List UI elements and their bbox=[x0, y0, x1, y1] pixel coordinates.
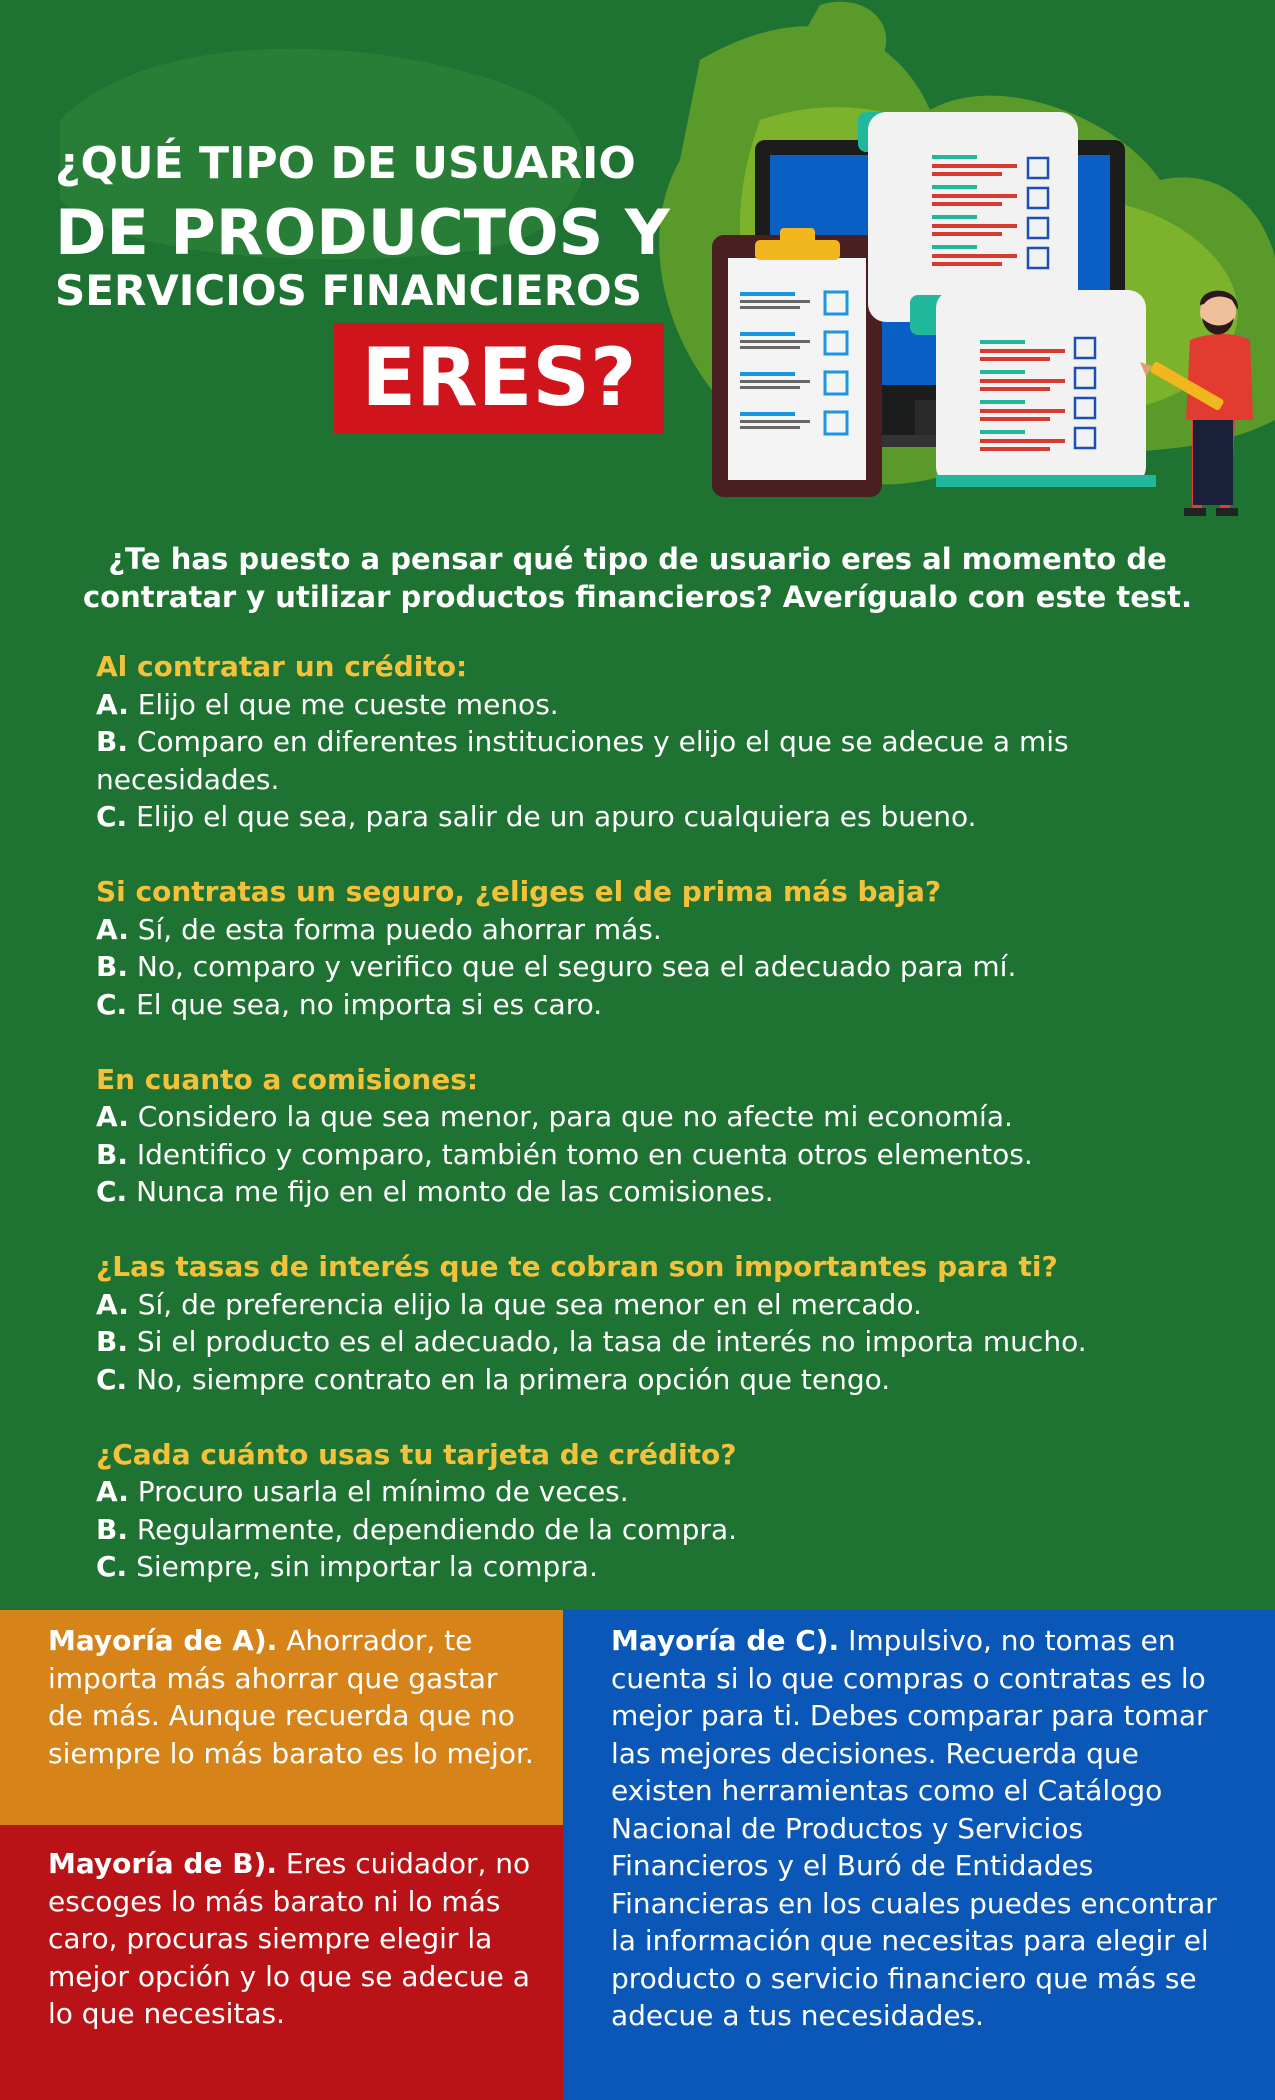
question bbox=[96, 1248, 1206, 1398]
result-text: Eres cuidador, no escoges lo más barato ni lo más caro, procuras siempre elegir la mejor opción y lo que se adecue a lo que necesitas. bbox=[48, 1847, 531, 2030]
header bbox=[0, 0, 1275, 520]
option-letter: B. bbox=[96, 950, 128, 983]
title-line-2: DE PRODUCTOS Y bbox=[55, 196, 670, 269]
answer-option bbox=[96, 948, 1206, 986]
answer-option bbox=[96, 1098, 1206, 1136]
answer-option bbox=[96, 986, 1206, 1024]
option-text: No, comparo y verifico que el seguro sea el adecuado para mí. bbox=[136, 950, 1017, 983]
question-title: En cuanto a comisiones: bbox=[96, 1062, 479, 1096]
result-label: Mayoría de C). bbox=[611, 1624, 840, 1657]
answer-option bbox=[96, 1323, 1206, 1361]
answer-option bbox=[96, 723, 1206, 798]
title-highlight: ERES? bbox=[361, 331, 637, 424]
question-title: ¿Las tasas de interés que te cobran son importantes para ti? bbox=[96, 1250, 1058, 1283]
question-title: ¿Cada cuánto usas tu tarjeta de crédito? bbox=[96, 1437, 737, 1471]
title-highlight-box bbox=[334, 323, 664, 433]
option-letter: A. bbox=[96, 1287, 129, 1321]
option-text: El que sea, no importa si es caro. bbox=[136, 987, 603, 1021]
result-label: Mayoría de A). bbox=[48, 1624, 278, 1657]
question bbox=[96, 1061, 1206, 1211]
question bbox=[96, 648, 1206, 836]
option-letter: B. bbox=[96, 1137, 128, 1171]
answer-option bbox=[96, 911, 1206, 949]
option-text: Regularmente, dependiendo de la compra. bbox=[136, 1512, 738, 1546]
result-text: Impulsivo, no tomas en cuenta si lo que compras o contratas es lo mejor para ti. Debes comparar para tomar las mejores decisiones. Recuerda que existen herramientas como el Catálogo Nacional de Productos y Servicios Financieros y el Buró de Entidades Financieras en los cuales puedes encontrar la información que necesitas para elegir el producto o servicio financiero que más se adecue a tus necesidades. bbox=[611, 1624, 1217, 2032]
result-panel-b bbox=[0, 1825, 563, 2100]
answer-option bbox=[96, 686, 1206, 724]
option-letter: C. bbox=[96, 1362, 128, 1396]
title-line-3: SERVICIOS FINANCIEROS bbox=[55, 266, 642, 315]
result-panel-c bbox=[563, 1610, 1275, 2100]
option-text: Sí, de preferencia elijo la que sea menor en el mercado. bbox=[137, 1287, 922, 1321]
option-text: Siempre, sin importar la compra. bbox=[136, 1550, 598, 1583]
answer-option bbox=[96, 1361, 1206, 1399]
result-text: Ahorrador, te importa más ahorrar que gastar de más. Aunque recuerda que no siempre lo más barato es lo mejor. bbox=[48, 1624, 534, 1770]
option-letter: C. bbox=[96, 987, 128, 1021]
clipboard-icon bbox=[712, 228, 882, 497]
answer-option bbox=[96, 1511, 1206, 1549]
option-letter: B. bbox=[96, 1325, 128, 1358]
answer-option bbox=[96, 1548, 1206, 1586]
result-panel-a bbox=[0, 1610, 563, 1825]
question bbox=[96, 873, 1206, 1023]
document-icon bbox=[910, 290, 1156, 487]
option-text: Considero la que sea menor, para que no afecte mi economía. bbox=[137, 1100, 1013, 1133]
result-label: Mayoría de B). bbox=[48, 1847, 277, 1880]
option-letter: A. bbox=[96, 1100, 129, 1133]
option-text: No, siempre contrato en la primera opción que tengo. bbox=[136, 1362, 891, 1396]
option-letter: C. bbox=[96, 800, 128, 833]
answer-option bbox=[96, 1473, 1206, 1511]
option-text: Si el producto es el adecuado, la tasa de interés no importa mucho. bbox=[136, 1325, 1087, 1358]
option-text: Procuro usarla el mínimo de veces. bbox=[137, 1475, 629, 1508]
title-line-1: ¿QUÉ TIPO DE USUARIO bbox=[55, 138, 636, 189]
option-letter: A. bbox=[96, 687, 129, 721]
question-title: Si contratas un seguro, ¿eliges el de prima más baja? bbox=[96, 875, 942, 908]
question-title: Al contratar un crédito: bbox=[96, 650, 468, 683]
option-letter: C. bbox=[96, 1175, 128, 1208]
option-letter: C. bbox=[96, 1550, 128, 1583]
quiz bbox=[96, 648, 1206, 1623]
option-text: Nunca me fijo en el monto de las comisiones. bbox=[136, 1175, 774, 1208]
answer-option bbox=[96, 1286, 1206, 1324]
option-text: Elijo el que me cueste menos. bbox=[137, 687, 559, 721]
answer-option bbox=[96, 1136, 1206, 1174]
person-with-pencil-icon bbox=[1140, 291, 1253, 516]
question bbox=[96, 1436, 1206, 1586]
option-letter: B. bbox=[96, 725, 128, 758]
checklist-illustration bbox=[700, 100, 1260, 520]
option-text: Elijo el que sea, para salir de un apuro cualquiera es bueno. bbox=[136, 800, 977, 833]
intro-text: ¿Te has puesto a pensar qué tipo de usuario eres al momento de contratar y utilizar productos financieros? Averígualo con este test. bbox=[82, 542, 1193, 614]
option-text: Comparo en diferentes instituciones y elijo el que se adecue a mis necesidades. bbox=[96, 725, 1069, 796]
option-letter: A. bbox=[96, 1475, 129, 1508]
answer-option bbox=[96, 1173, 1206, 1211]
option-letter: A. bbox=[96, 912, 129, 946]
option-text: Identifico y comparo, también tomo en cuenta otros elementos. bbox=[136, 1137, 1033, 1171]
option-letter: B. bbox=[96, 1512, 128, 1546]
option-text: Sí, de esta forma puedo ahorrar más. bbox=[137, 912, 662, 946]
answer-option bbox=[96, 798, 1206, 836]
